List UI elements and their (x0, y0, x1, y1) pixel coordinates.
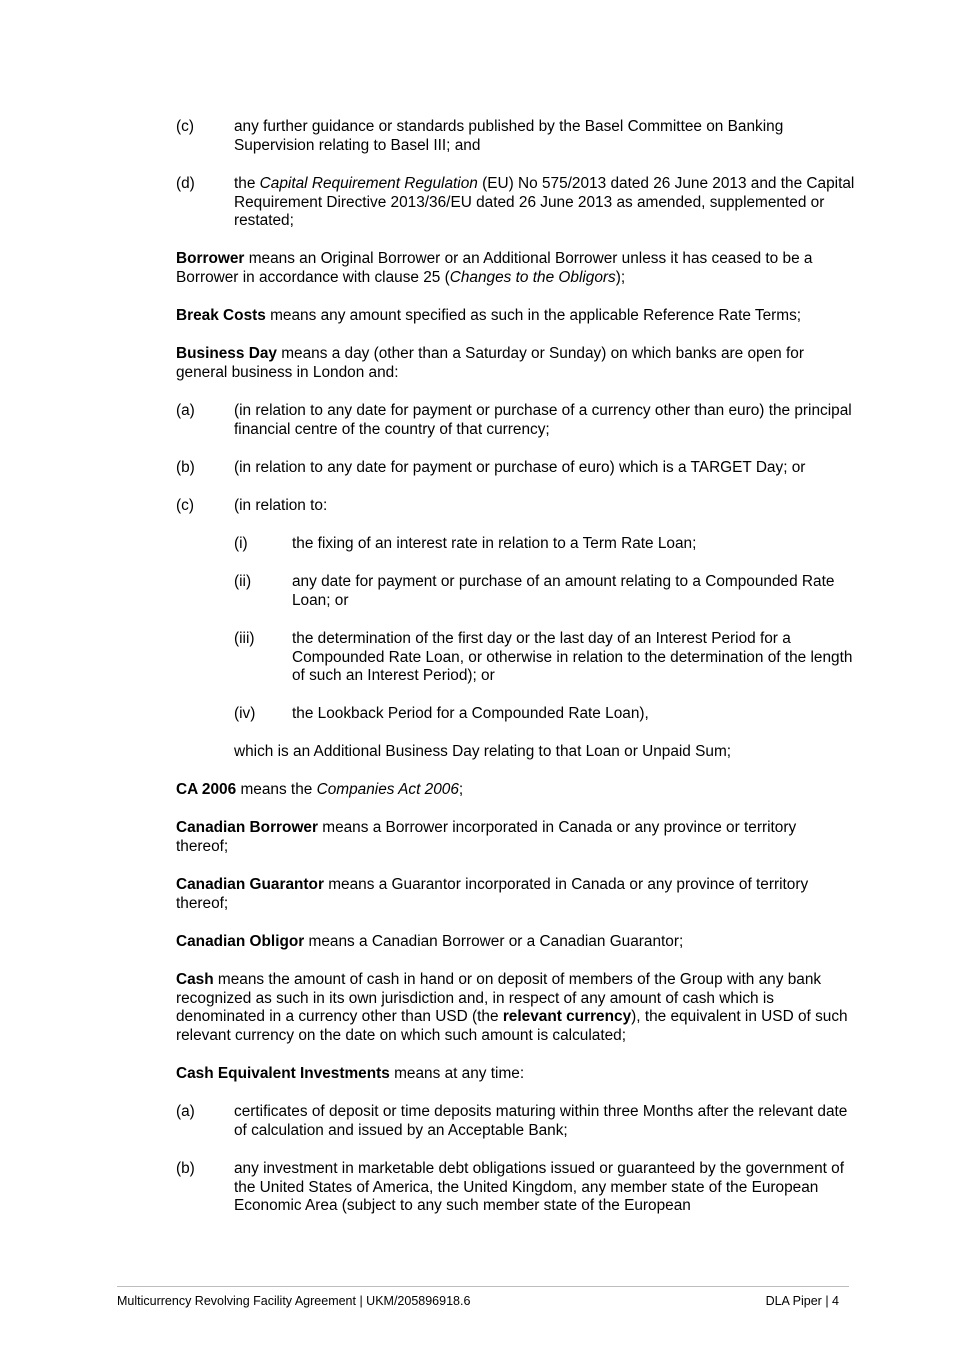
list-item (176, 1160, 856, 1216)
list-item (176, 497, 856, 516)
sub-list-item (234, 535, 854, 554)
item-label: (c) (176, 118, 194, 135)
item-label: (c) (176, 497, 194, 514)
definition-borrower: Borrower means an Original Borrower or an Additional Borrower unless it has ceased to be a Borrower in accordance with clause 25 (Changes to the Obligors); (176, 250, 813, 286)
item-label: (i) (234, 535, 248, 552)
definition-canadian-borrower: Canadian Borrower means a Borrower incorporated in Canada or any province or territory thereof; (176, 819, 797, 855)
item-label: (iv) (234, 705, 256, 722)
definition-cash: Cash means the amount of cash in hand or on deposit of members of the Group with any bank recognized as such in its own jurisdiction and, in respect of any amount of cash which is denominated in a currency other than USD (the relevant currency), the equivalent in USD of such relevant currency on the date on which such amount is calculated; (176, 971, 848, 1045)
item-text: any further guidance or standards published by the Basel Committee on Banking Supervision relating to Basel III; and (234, 118, 784, 154)
item-label: (a) (176, 1103, 195, 1120)
item-text: (in relation to any date for payment or purchase of euro) which is a TARGET Day; or (234, 459, 806, 476)
item-text: certificates of deposit or time deposits maturing within three Months after the relevant date of calculation and issued by an Acceptable Bank; (234, 1103, 848, 1139)
list-item (176, 1103, 856, 1140)
definition-canadian-guarantor: Canadian Guarantor means a Guarantor incorporated in Canada or any province of territory thereof; (176, 876, 809, 912)
definition-canadian-obligor: Canadian Obligor means a Canadian Borrower or a Canadian Guarantor; (176, 933, 684, 950)
list-item (176, 175, 856, 231)
footer-divider (117, 1286, 849, 1287)
item-text: the Capital Requirement Regulation (EU) No 575/2013 dated 26 June 2013 and the Capital Requirement Directive 2013/36/EU dated 26 June 2013 as amended, supplemented or restated; (234, 175, 855, 230)
item-label: (iii) (234, 630, 255, 647)
definition-ca-2006: CA 2006 means the Companies Act 2006; (176, 781, 464, 798)
item-text: the Lookback Period for a Compounded Rate Loan), (292, 705, 649, 722)
item-text: any date for payment or purchase of an amount relating to a Compounded Rate Loan; or (292, 573, 835, 609)
sub-list-item (234, 630, 854, 686)
footer-document-reference: Multicurrency Revolving Facility Agreement | UKM/205896918.6 (117, 1294, 471, 1308)
sub-list-item (234, 705, 854, 724)
list-item (176, 459, 856, 478)
item-label: (ii) (234, 573, 252, 590)
item-label: (a) (176, 402, 195, 419)
definition-cash-equivalent-investments: Cash Equivalent Investments means at any time: (176, 1065, 525, 1082)
item-text: (in relation to: (234, 497, 328, 514)
business-day-tail: which is an Additional Business Day relating to that Loan or Unpaid Sum; (234, 743, 732, 760)
item-label: (d) (176, 175, 195, 192)
item-label: (b) (176, 1160, 195, 1177)
item-text: the determination of the first day or the last day of an Interest Period for a Compounded Rate Loan, or otherwise in relation to the determination of the length of such an Interest Period); or (292, 630, 853, 685)
item-label: (b) (176, 459, 195, 476)
definition-business-day: Business Day means a day (other than a Saturday or Sunday) on which banks are open for general business in London and: (176, 345, 804, 381)
footer-page-number: DLA Piper | 4 (765, 1294, 839, 1308)
item-text: any investment in marketable debt obligations issued or guaranteed by the government of the United States of America, the United Kingdom, any member state of the European Economic Area (subject to any such member state of the European (234, 1160, 845, 1215)
item-text: (in relation to any date for payment or purchase of a currency other than euro) the principal financial centre of the country of that currency; (234, 402, 852, 438)
list-item (176, 118, 856, 155)
list-item (176, 402, 856, 439)
item-text: the fixing of an interest rate in relation to a Term Rate Loan; (292, 535, 697, 552)
sub-list-item (234, 573, 854, 610)
definition-break-costs: Break Costs means any amount specified as such in the applicable Reference Rate Terms; (176, 307, 802, 324)
